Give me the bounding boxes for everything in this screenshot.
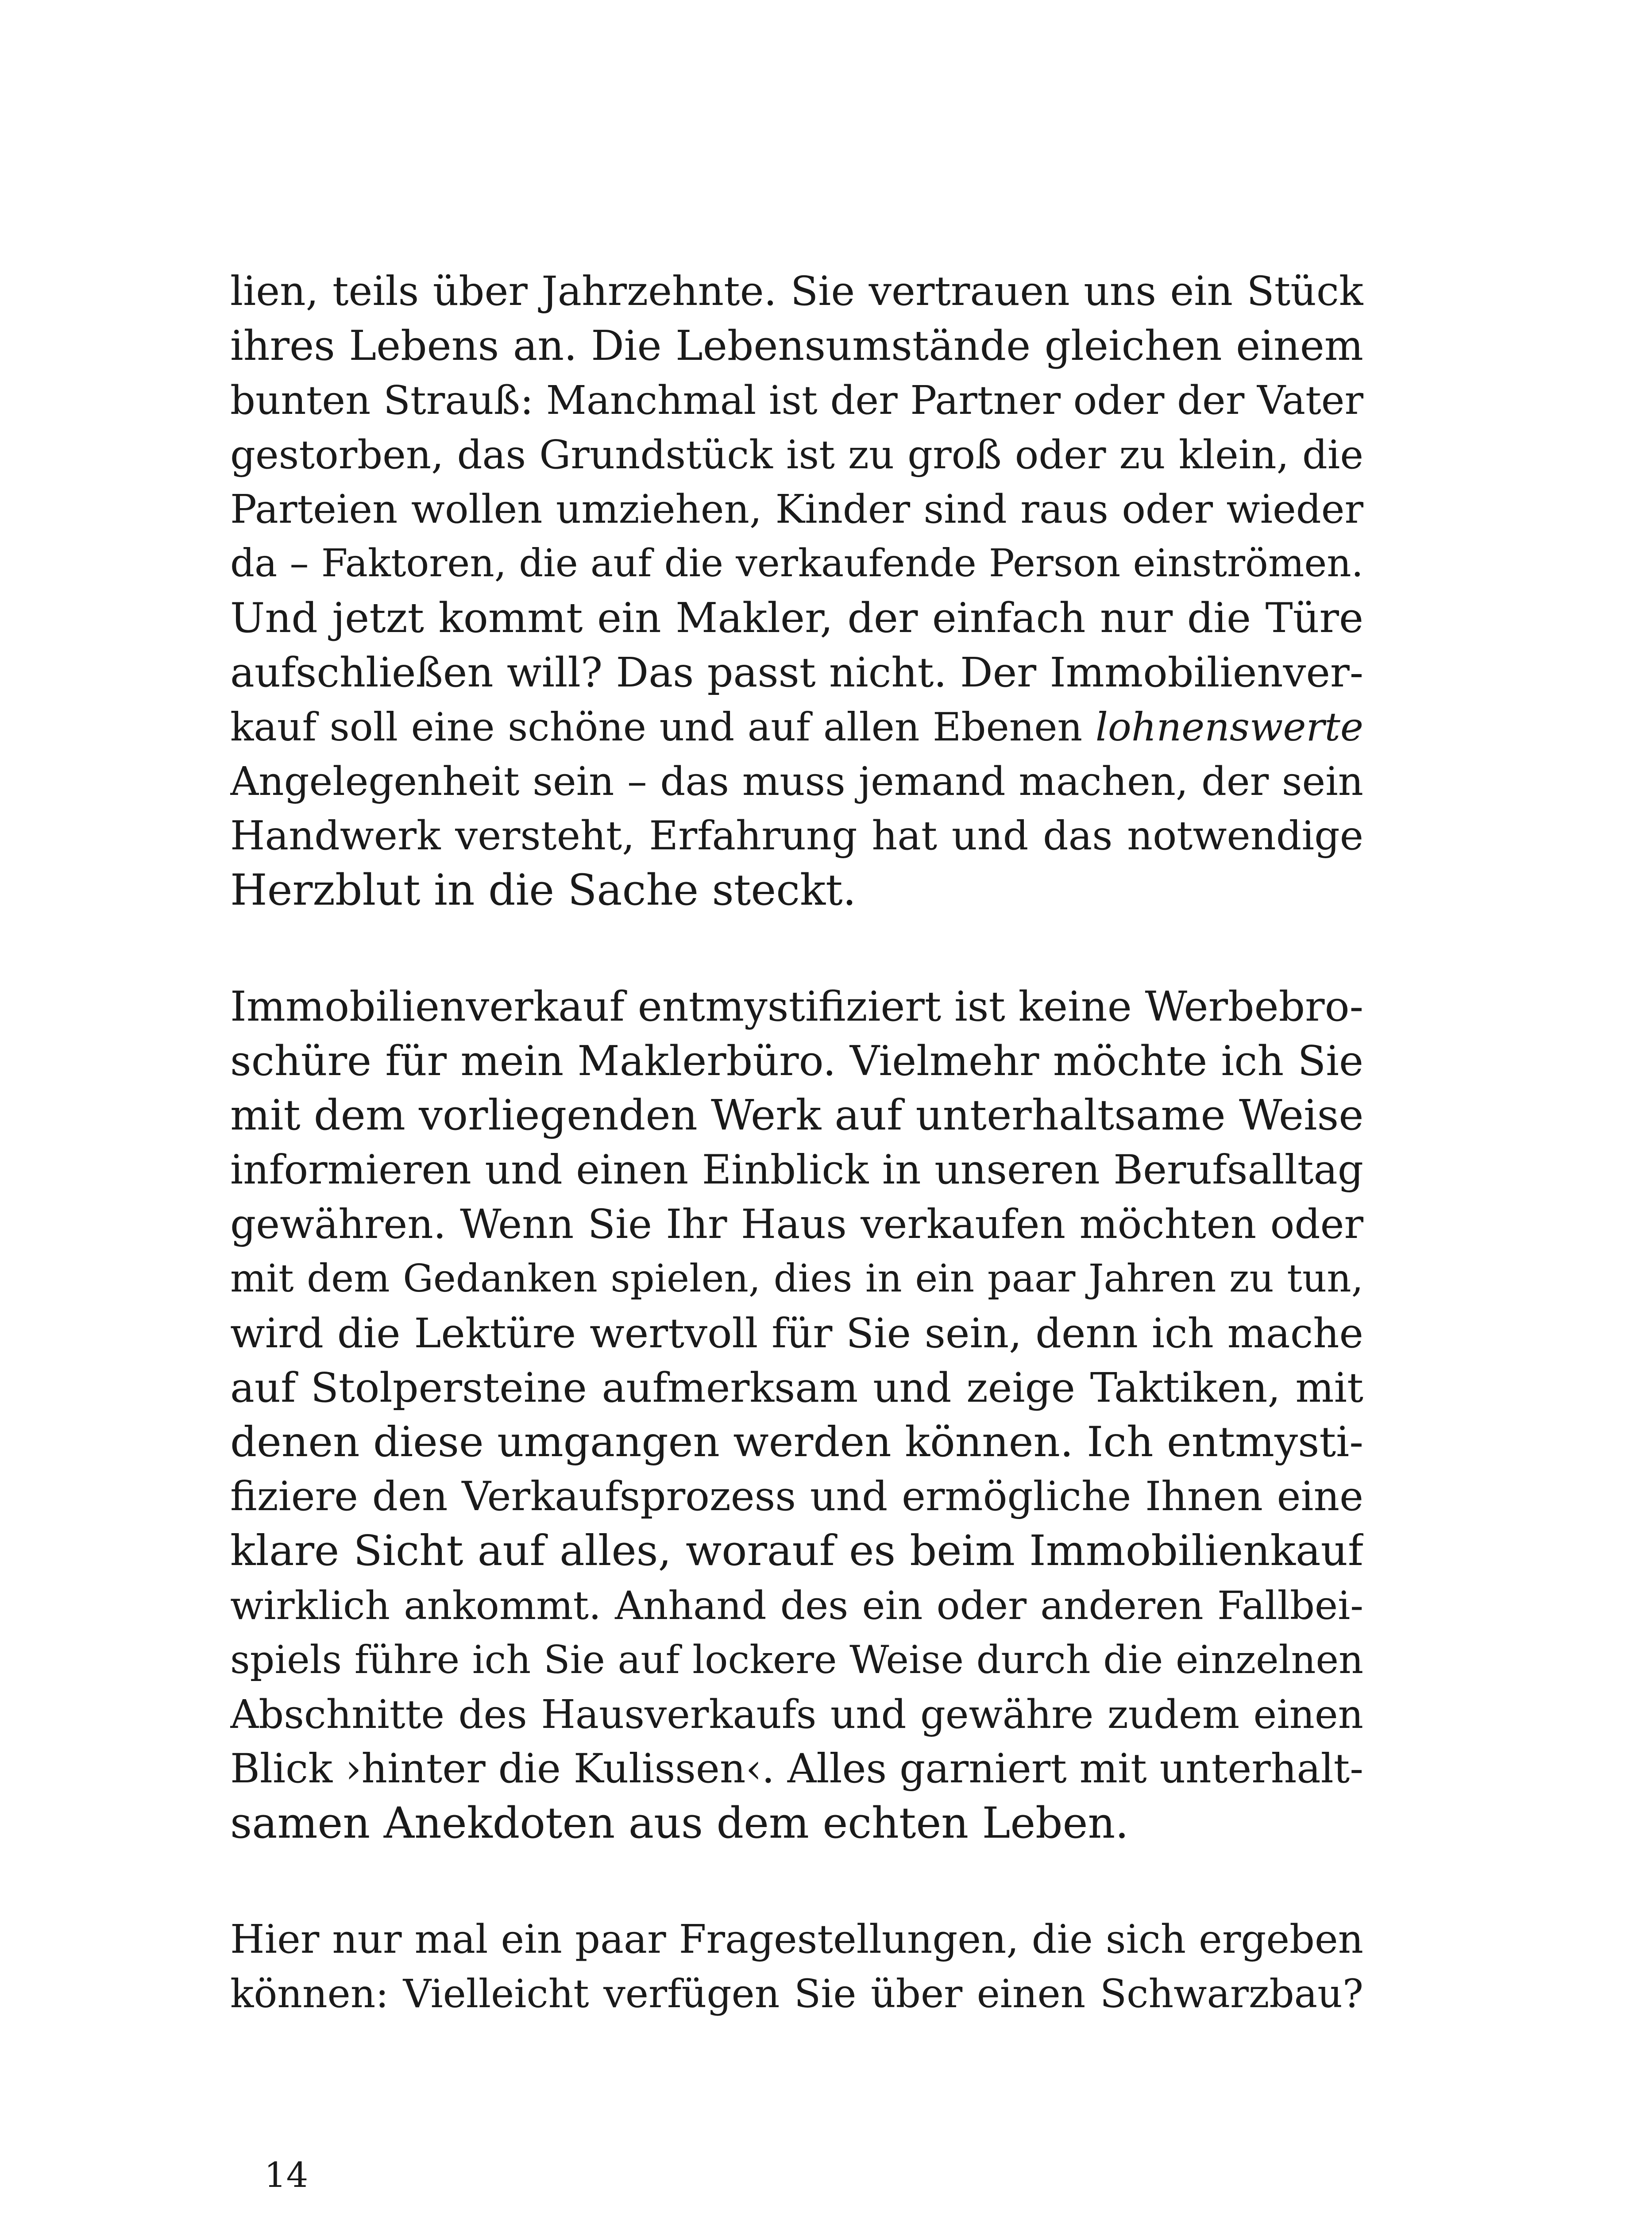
paragraph-2: [230, 979, 1363, 1851]
text-line: samen Anekdoten aus dem echten Leben.: [230, 1798, 1129, 1848]
text-line: gestorben, das Grundstück ist zu groß oder zu klein, die: [230, 432, 1363, 478]
text-line: fiziere den Verkaufsprozess und ermögliche Ihnen eine: [230, 1473, 1363, 1520]
text-line: mit dem vorliegenden Werk auf unterhaltsame Weise: [230, 1091, 1363, 1140]
text-line: wird die Lektüre wertvoll für Sie sein, denn ich mache: [230, 1310, 1363, 1357]
text-line: da – Faktoren, die auf die verkaufende Person einströmen.: [230, 541, 1363, 586]
text-line: denen diese umgangen werden können. Ich entmysti-: [230, 1418, 1363, 1466]
text-line: wirklich ankommt. Anhand des ein oder anderen Fallbei-: [230, 1583, 1363, 1628]
emphasized-word: lohnenswerte: [1095, 704, 1363, 750]
text-line: klare Sicht auf alles, worauf es beim Immobilienkauf: [230, 1527, 1363, 1575]
text-line: Immobilienverkauf entmystifiziert ist keine Werbebro-: [230, 983, 1363, 1030]
paragraph-3: [230, 1912, 1363, 2021]
text-line: Herzblut in die Sache steckt.: [230, 865, 857, 915]
text-line: mit dem Gedanken spielen, dies in ein paar Jahren zu tun,: [230, 1257, 1363, 1301]
text-line: informieren und einen Einblick in unseren Berufsalltag: [230, 1147, 1363, 1193]
text-segment: kauf soll eine schöne und auf allen Ebenen: [230, 704, 1096, 750]
text-line: bunten Strauß: Manchmal ist der Partner oder der Vater: [230, 377, 1363, 423]
text-line: lien, teils über Jahrzehnte. Sie vertrauen uns ein Stück: [230, 268, 1363, 315]
text-line: Parteien wollen umziehen, Kinder sind raus oder wieder: [230, 486, 1363, 532]
text-line: gewähren. Wenn Sie Ihr Haus verkaufen möchten oder: [230, 1201, 1363, 1248]
text-line: Angelegenheit sein – das muss jemand machen, der sein: [230, 758, 1363, 804]
text-line: ihres Lebens an. Die Lebensumstände gleichen einem: [230, 322, 1363, 370]
text-line: schüre für mein Maklerbüro. Vielmehr möchte ich Sie: [230, 1037, 1363, 1085]
text-line: können: Vielleicht verfügen Sie über einen Schwarzbau?: [230, 1971, 1363, 2016]
text-line: Hier nur mal ein paar Fragestellungen, die sich ergeben: [230, 1916, 1363, 1962]
text-line: Abschnitte des Hausverkaufs und gewähre zudem einen: [230, 1691, 1363, 1737]
text-line: Handwerk versteht, Erfahrung hat und das notwendige: [230, 813, 1363, 859]
text-line: Und jetzt kommt ein Makler, der einfach nur die Türe: [230, 594, 1363, 642]
text-line: auf Stolpersteine aufmerksam und zeige Taktiken, mit: [230, 1364, 1363, 1411]
text-line: spiels führe ich Sie auf lockere Weise durch die einzelnen: [230, 1637, 1363, 1682]
paragraph-1: [230, 264, 1363, 918]
page-number: 14: [264, 2155, 309, 2195]
text-line-with-emphasis: [230, 700, 1363, 754]
text-line: aufschließen will? Das passt nicht. Der Immobilienver-: [230, 649, 1363, 696]
text-line: Blick ›hinter die Kulissen‹. Alles garniert mit unterhalt-: [230, 1746, 1363, 1792]
